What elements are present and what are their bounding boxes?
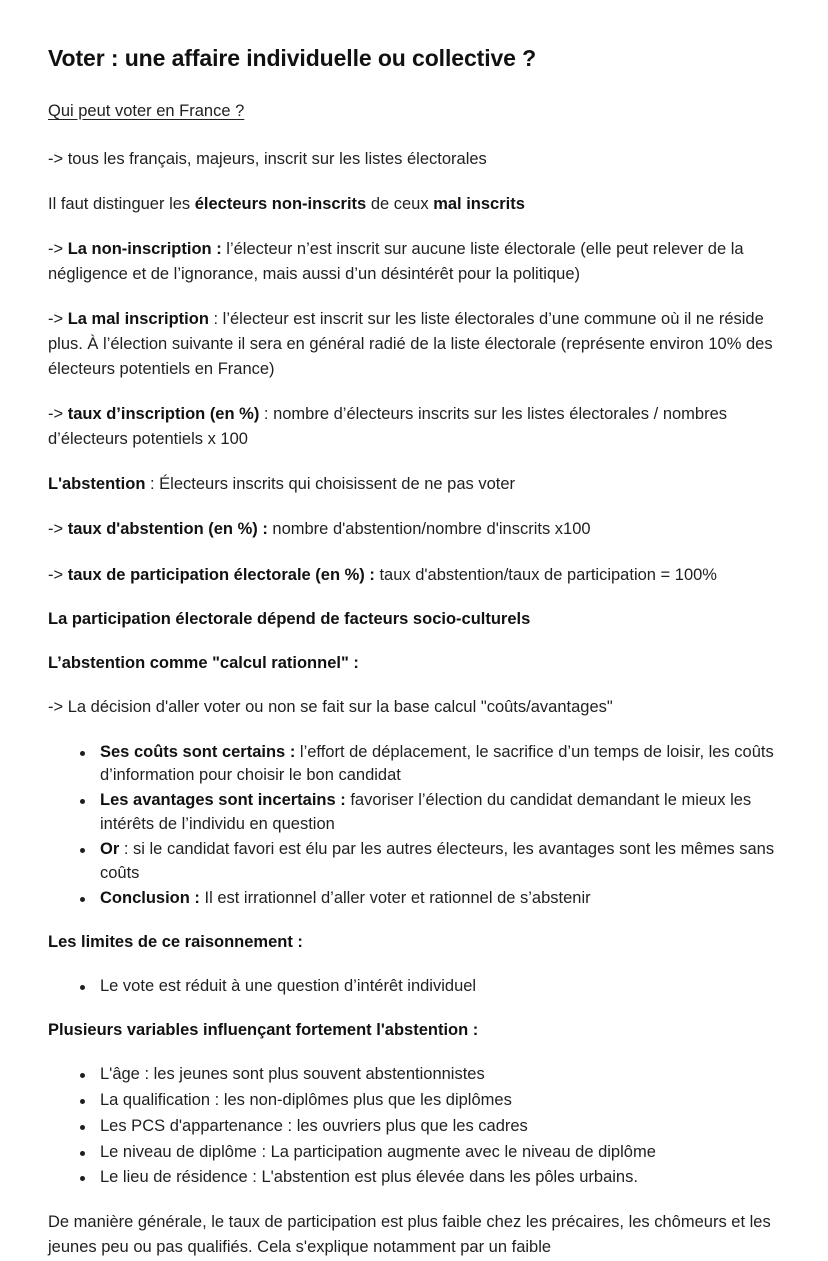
section-heading-calcul-rationnel: L’abstention comme "calcul rationnel" : (48, 653, 359, 672)
list-item-text: : si le candidat favori est élu par les autres électeurs, les avantages sont les mêmes sans coûts (100, 840, 775, 883)
list-item (48, 1141, 778, 1165)
text-fragment: l’électeur n’est inscrit sur aucune liste électorale (elle peut relever de la négligence et de l’ignorance, mais aussi d’un désintérêt pour la politique) (48, 239, 744, 283)
lead-question-wrapper (48, 100, 778, 147)
arrow-marker: -> (48, 309, 68, 328)
list-item (48, 789, 778, 837)
text-fragment: taux d'abstention/taux de participation = 100% (374, 565, 717, 584)
arrow-marker: -> (48, 565, 68, 584)
list-item-text: La qualification : les non-diplômes plus que les diplômes (100, 1090, 512, 1109)
list-item-text: Les PCS d'appartenance : les ouvriers plus que les cadres (100, 1116, 528, 1135)
list-item (48, 838, 778, 886)
arrow-marker: -> (48, 520, 68, 539)
arrow-marker: -> (48, 405, 68, 424)
lead-question: Qui peut voter en France ? (48, 101, 245, 120)
section-heading-limites: Les limites de ce raisonnement : (48, 932, 303, 951)
text-fragment: Il faut distinguer les (48, 194, 195, 213)
paragraph-taux-abstention (48, 517, 778, 542)
bold-label: Les avantages sont incertains : (100, 791, 346, 810)
list-item (48, 887, 778, 911)
bold-label: taux d'abstention (en %) : (67, 520, 268, 539)
list-cost-benefit (48, 741, 778, 911)
paragraph-il-faut-distinguer (48, 192, 778, 217)
list-item-text: Il est irrationnel d’aller voter et rationnel de s’abstenir (199, 889, 591, 908)
paragraph-taux-inscription (48, 402, 778, 452)
list-item (48, 975, 778, 999)
list-item-text: l’effort de déplacement, le sacrifice d’un temps de loisir, les coûts d’information pour choisir le bon candidat (100, 742, 774, 785)
section-heading-facteurs: La participation électorale dépend de facteurs socio-culturels (48, 609, 531, 628)
paragraph-non-inscription (48, 237, 778, 287)
list-item (48, 1089, 778, 1113)
bold-label: Conclusion : (100, 889, 200, 908)
list-item (48, 1115, 778, 1139)
bold-label: taux de participation électorale (en %) : (67, 565, 375, 584)
list-item-text: Le niveau de diplôme : La participation augmente avec le niveau de diplôme (100, 1142, 656, 1161)
text-fragment: : nombre d’électeurs inscrits sur les listes électorales / nombres d’électeurs potentiels x 100 (48, 405, 728, 449)
list-item (48, 1166, 778, 1190)
bold-mal-inscrits: mal inscrits (433, 194, 525, 213)
paragraph-tous-les-francais: -> tous les français, majeurs, inscrit sur les listes électorales (48, 149, 487, 168)
page-title: Voter : une affaire individuelle ou collective ? (48, 45, 537, 71)
bold-label: La mal inscription (67, 309, 209, 328)
bold-electeurs-non-inscrits: électeurs non-inscrits (194, 194, 367, 213)
list-item-text: Le lieu de résidence : L'abstention est plus élevée dans les pôles urbains. (100, 1168, 638, 1187)
list-item-text: favoriser l’élection du candidat demandant le mieux les intérêts de l’individu en question (100, 791, 752, 834)
section-heading-variables: Plusieurs variables influençant fortement l'abstention : (48, 1020, 479, 1039)
bold-label: L'abstention (48, 475, 146, 494)
bold-label: taux d’inscription (en %) (67, 405, 260, 424)
text-fragment: de ceux (366, 194, 434, 213)
paragraph-decision: -> La décision d'aller voter ou non se fait sur la base calcul "coûts/avantages" (48, 698, 613, 717)
list-variables (48, 1063, 778, 1191)
text-fragment: : l’électeur est inscrit sur les liste électorales d’une commune où il ne réside plus. À l’élection suivante il sera en général radié de la liste électorale (représente environ 10% des électeurs potentiels en France) (48, 309, 773, 379)
list-item (48, 1063, 778, 1087)
paragraph-abstention-definition (48, 472, 778, 497)
bold-label: La non-inscription : (67, 239, 222, 258)
list-item (48, 741, 778, 789)
list-item-text: L'âge : les jeunes sont plus souvent abstentionnistes (100, 1064, 485, 1083)
paragraph-mal-inscription (48, 307, 778, 382)
text-fragment: nombre d'abstention/nombre d'inscrits x100 (267, 520, 591, 539)
paragraph-closing: De manière générale, le taux de participation est plus faible chez les précaires, les chômeurs et les jeunes peu ou pas qualifiés. Cela s'explique notamment par un faible (48, 1213, 771, 1257)
text-fragment: : Électeurs inscrits qui choisissent de ne pas voter (145, 475, 516, 494)
bold-label: Ses coûts sont certains : (100, 742, 296, 761)
arrow-marker: -> (48, 239, 68, 258)
bold-label: Or (100, 840, 120, 859)
paragraph-taux-participation (48, 563, 778, 588)
list-item-text: Le vote est réduit à une question d’intérêt individuel (100, 976, 477, 995)
list-limites (48, 975, 778, 999)
